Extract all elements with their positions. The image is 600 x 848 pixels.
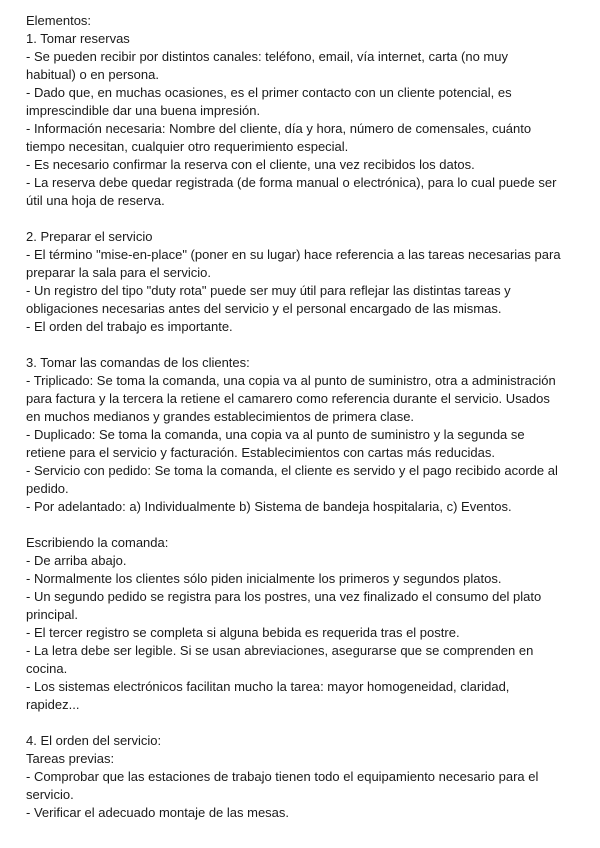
paragraph-gap bbox=[26, 516, 590, 534]
text-line: 4. El orden del servicio: bbox=[26, 733, 162, 748]
text-line: cocina. bbox=[26, 661, 68, 676]
text-line: - El término "mise-en-place" (poner en su lugar) hace referencia a las tareas necesarias para bbox=[26, 247, 561, 262]
text-line: útil una hoja de reserva. bbox=[26, 193, 165, 208]
text-line: obligaciones necesarias antes del servicio y el personal encargado de las mismas. bbox=[26, 301, 502, 316]
text-line: - Triplicado: Se toma la comanda, una copia va al punto de suministro, otra a administración bbox=[26, 373, 556, 388]
text-line: - El tercer registro se completa si alguna bebida es requerida tras el postre. bbox=[26, 625, 460, 640]
text-line: - Un segundo pedido se registra para los postres, una vez finalizado el consumo del plato bbox=[26, 589, 542, 604]
text-line: - El orden del trabajo es importante. bbox=[26, 319, 233, 334]
text-line: - Se pueden recibir por distintos canales: teléfono, email, vía internet, carta (no muy bbox=[26, 49, 508, 64]
text-line: Elementos: bbox=[26, 13, 92, 28]
text-line: principal. bbox=[26, 607, 79, 622]
text-line: tiempo necesitan, cualquier otro requerimiento especial. bbox=[26, 139, 349, 154]
text-line: - Dado que, en muchas ocasiones, es el primer contacto con un cliente potencial, es bbox=[26, 85, 512, 100]
text-line: habitual) o en persona. bbox=[26, 67, 159, 82]
paragraph-gap bbox=[26, 336, 590, 354]
text-line: - Servicio con pedido: Se toma la comanda, el cliente es servido y el pago recibido acorde al bbox=[26, 463, 558, 478]
paragraph-gap bbox=[26, 210, 590, 228]
text-line: - Verificar el adecuado montaje de las mesas. bbox=[26, 805, 290, 820]
text-line: imprescindible dar una buena impresión. bbox=[26, 103, 261, 118]
text-line: - Normalmente los clientes sólo piden inicialmente los primeros y segundos platos. bbox=[26, 571, 502, 586]
text-line: - Por adelantado: a) Individualmente b) Sistema de bandeja hospitalaria, c) Eventos. bbox=[26, 499, 512, 514]
text-line: - De arriba abajo. bbox=[26, 553, 127, 568]
text-line: rapidez... bbox=[26, 697, 80, 712]
text-line: - Los sistemas electrónicos facilitan mucho la tarea: mayor homogeneidad, claridad, bbox=[26, 679, 510, 694]
text-line: - La reserva debe quedar registrada (de forma manual o electrónica), para lo cual puede ser bbox=[26, 175, 557, 190]
text-line: preparar la sala para el servicio. bbox=[26, 265, 211, 280]
text-line: en muchos medianos y grandes establecimientos de primera clase. bbox=[26, 409, 415, 424]
text-line: retiene para el servicio y facturación. Establecimientos con cartas más reducidas. bbox=[26, 445, 495, 460]
text-line: Escribiendo la comanda: bbox=[26, 535, 169, 550]
paragraph-gap bbox=[26, 714, 590, 732]
text-line: - Comprobar que las estaciones de trabajo tienen todo el equipamiento necesario para el bbox=[26, 769, 539, 784]
text-line: 3. Tomar las comandas de los clientes: bbox=[26, 355, 250, 370]
text-line: - Un registro del tipo "duty rota" puede ser muy útil para reflejar las distintas tareas y bbox=[26, 283, 511, 298]
text-line: - Información necesaria: Nombre del cliente, día y hora, número de comensales, cuánto bbox=[26, 121, 532, 136]
text-line: para factura y la tercera la retiene el camarero como referencia durante el servicio. Usados bbox=[26, 391, 550, 406]
text-line: Tareas previas: bbox=[26, 751, 115, 766]
text-line: - Es necesario confirmar la reserva con el cliente, una vez recibidos los datos. bbox=[26, 157, 475, 172]
text-line: pedido. bbox=[26, 481, 69, 496]
text-line: servicio. bbox=[26, 787, 74, 802]
text-line: - La letra debe ser legible. Si se usan abreviaciones, asegurarse que se comprenden en bbox=[26, 643, 534, 658]
text-line: 1. Tomar reservas bbox=[26, 31, 130, 46]
text-line: - Duplicado: Se toma la comanda, una copia va al punto de suministro y la segunda se bbox=[26, 427, 525, 442]
text-line: 2. Preparar el servicio bbox=[26, 229, 153, 244]
